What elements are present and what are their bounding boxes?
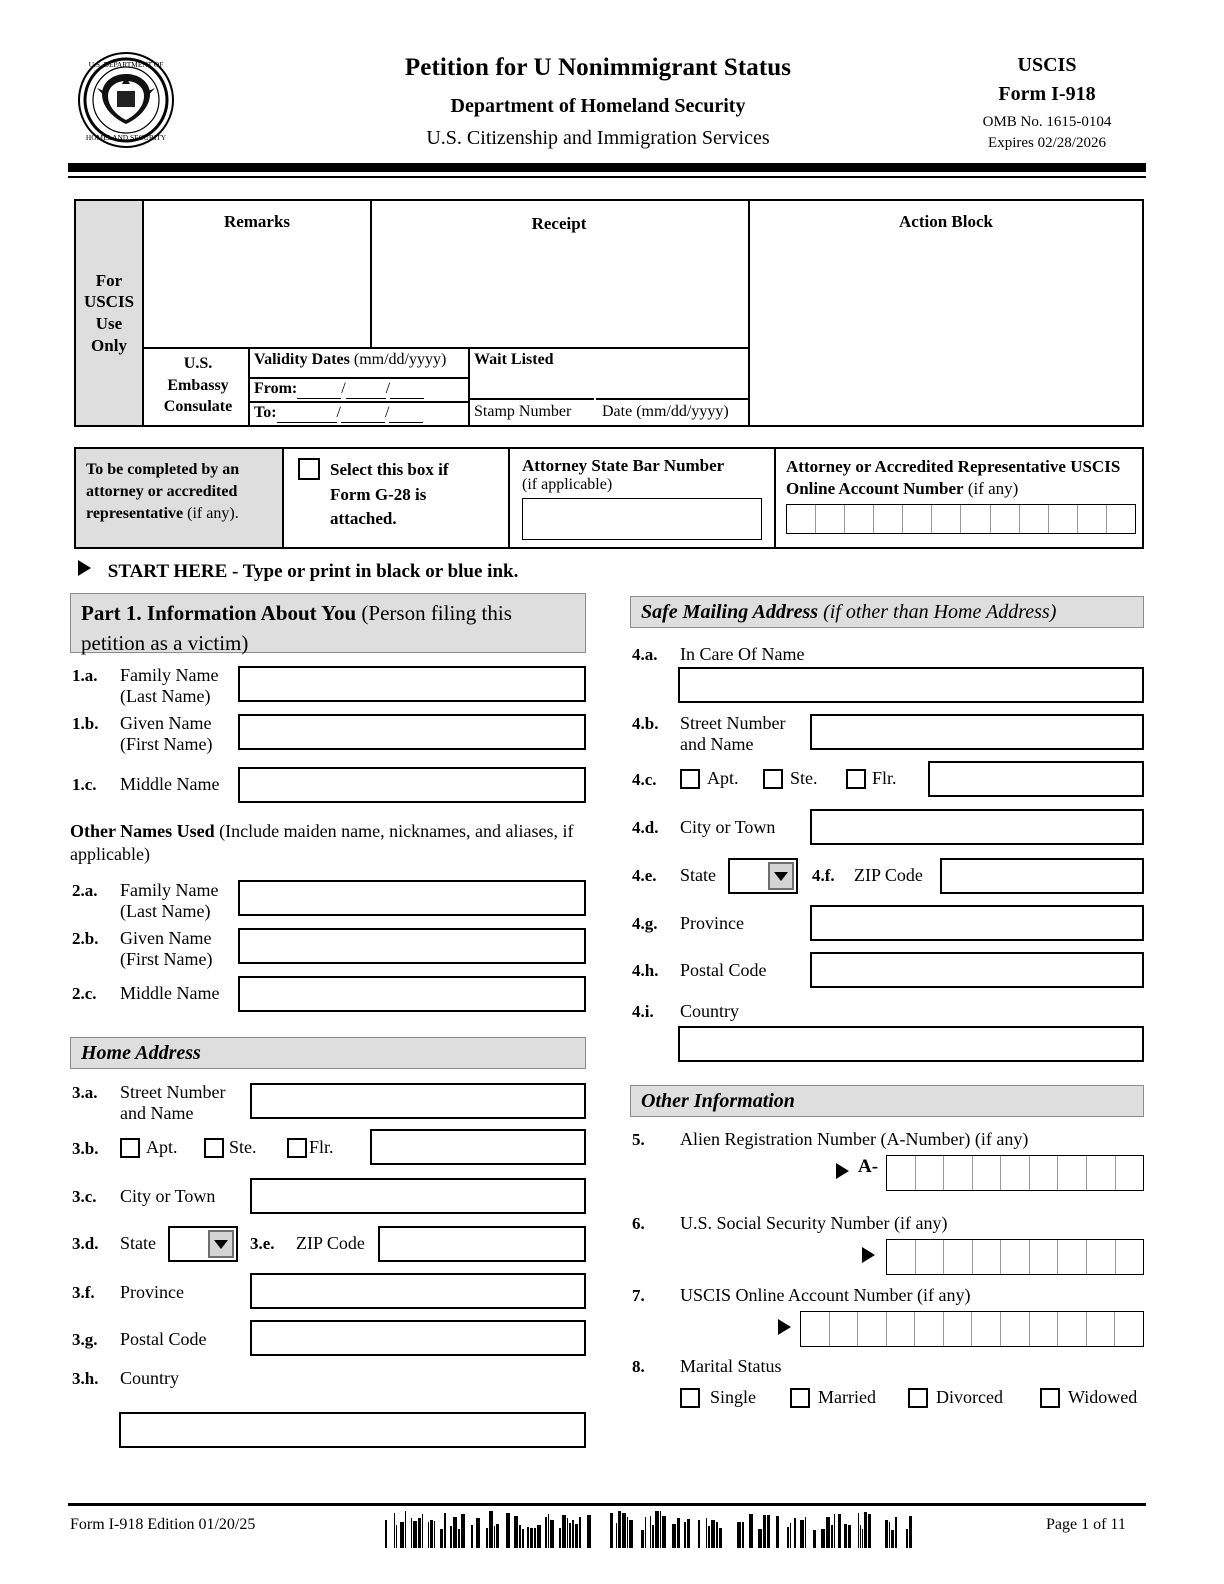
form-header xyxy=(68,44,1146,154)
field-num-2a: 2.a. xyxy=(72,881,98,900)
field-num-3h: 3.h. xyxy=(72,1369,99,1388)
input-home-unit-number[interactable] xyxy=(370,1129,586,1165)
label-home-apt: Apt. xyxy=(146,1137,178,1157)
input-home-province[interactable] xyxy=(250,1273,586,1309)
checkbox-mail-flr[interactable] xyxy=(846,769,866,789)
field-num-1a: 1.a. xyxy=(72,666,98,685)
input-mail-province[interactable] xyxy=(810,905,1144,941)
safe-mailing-title-bold: Safe Mailing Address xyxy=(641,601,819,623)
receipt-header: Receipt xyxy=(531,214,587,233)
g28-checkbox-cell xyxy=(284,449,510,547)
field-num-3a: 3.a. xyxy=(72,1083,98,1102)
validity-from-mm[interactable] xyxy=(297,380,341,399)
attorney-account-number-label xyxy=(786,456,1138,500)
divider-from-to xyxy=(248,401,468,403)
wait-listed-area[interactable] xyxy=(472,373,744,397)
validity-from-slash-1: / xyxy=(341,380,346,397)
field-label-4b-line2: and Name xyxy=(680,734,754,755)
safe-mailing-title xyxy=(631,597,1143,627)
page-title: Petition for U Nonimmigrant Status xyxy=(404,54,792,81)
field-label-2b-line2: (First Name) xyxy=(120,949,213,970)
for-uscis-use-only-label xyxy=(76,201,144,425)
validity-from-dd[interactable] xyxy=(346,380,386,399)
field-num-4b: 4.b. xyxy=(632,714,659,733)
field-label-3e: ZIP Code xyxy=(296,1233,365,1253)
field-label-3a-line1: Street Number xyxy=(120,1082,226,1102)
field-label-2a xyxy=(120,880,238,922)
remarks-area[interactable] xyxy=(146,237,368,345)
input-home-city[interactable] xyxy=(250,1178,586,1214)
label-marital-married: Married xyxy=(818,1387,876,1407)
attorney-bar-number-cell xyxy=(510,449,776,547)
field-label-1c: Middle Name xyxy=(120,774,220,794)
field-num-8: 8. xyxy=(632,1357,645,1376)
validity-to-dd[interactable] xyxy=(341,404,385,423)
field-num-4d: 4.d. xyxy=(632,818,659,837)
footer-page-number: Page 1 of 11 xyxy=(1046,1516,1126,1533)
divider-top-bottom xyxy=(144,347,748,349)
field-label-2b xyxy=(120,928,238,970)
field-label-1a-line2: (Last Name) xyxy=(120,686,211,707)
attorney-intro-text xyxy=(76,449,284,547)
field-num-1b: 1.b. xyxy=(72,714,99,733)
input-in-care-of-name[interactable] xyxy=(678,667,1144,703)
input-alien-registration-number[interactable] xyxy=(886,1155,1144,1191)
field-num-3c: 3.c. xyxy=(72,1187,97,1206)
attorney-account-number-input[interactable] xyxy=(786,504,1136,534)
field-label-2a-line1: Family Name xyxy=(120,880,219,900)
field-label-3g: Postal Code xyxy=(120,1329,207,1349)
field-num-3f: 3.f. xyxy=(72,1283,95,1302)
input-social-security-number[interactable] xyxy=(886,1239,1144,1275)
other-information-title: Other Information xyxy=(641,1090,795,1112)
agency-line-1: Department of Homeland Security xyxy=(450,95,746,117)
checkbox-mail-apt[interactable] xyxy=(680,769,700,789)
input-middle-name[interactable] xyxy=(238,767,586,803)
input-mail-city[interactable] xyxy=(810,809,1144,845)
field-label-4e: State xyxy=(680,865,716,885)
header-form-meta xyxy=(948,54,1146,152)
validity-dates-header xyxy=(254,351,466,369)
validity-from-row xyxy=(254,380,424,399)
divider-embassy-validity xyxy=(248,347,250,425)
validity-to-slash-1: / xyxy=(336,404,341,421)
validity-from-yyyy[interactable] xyxy=(390,380,424,399)
divider-stamp-date xyxy=(594,398,596,425)
attorney-bar-number-sublabel: (if applicable) xyxy=(522,476,613,493)
field-num-4f: 4.f. xyxy=(812,866,835,885)
input-mail-postal[interactable] xyxy=(810,952,1144,988)
action-block-header: Action Block xyxy=(899,212,993,231)
input-given-name[interactable] xyxy=(238,714,586,750)
input-other-middle-name[interactable] xyxy=(238,976,586,1012)
home-address-header xyxy=(70,1037,586,1069)
field-label-1b-line1: Given Name xyxy=(120,713,212,733)
input-home-street[interactable] xyxy=(250,1083,586,1119)
input-home-country[interactable] xyxy=(119,1412,586,1448)
header-rule-thin xyxy=(68,176,1146,178)
field-label-3f: Province xyxy=(120,1282,184,1302)
checkbox-marital-single[interactable] xyxy=(680,1388,700,1408)
svg-text:HOMELAND SECURITY: HOMELAND SECURITY xyxy=(85,133,167,142)
field-num-2b: 2.b. xyxy=(72,929,99,948)
other-names-used-paren: (Include maiden name, nicknames, and aliases, if applicable) xyxy=(70,821,574,865)
field-num-4i: 4.i. xyxy=(632,1002,654,1021)
field-label-6: U.S. Social Security Number (if any) xyxy=(680,1213,948,1233)
field-num-4a: 4.a. xyxy=(632,645,658,664)
field-num-2c: 2.c. xyxy=(72,984,97,1003)
stamp-number-label: Stamp Number xyxy=(474,403,572,420)
part-1-title-paren: (Person filing this petition as a victim) xyxy=(81,601,512,655)
field-num-4h: 4.h. xyxy=(632,961,659,980)
other-names-used-text xyxy=(70,820,590,867)
input-mail-street[interactable] xyxy=(810,714,1144,750)
input-mail-country[interactable] xyxy=(678,1026,1144,1062)
other-names-used-bold: Other Names Used xyxy=(70,821,215,841)
part-1-title-bold: Part 1. Information About You xyxy=(81,601,357,625)
field-num-3b: 3.b. xyxy=(72,1139,99,1158)
field-label-4f: ZIP Code xyxy=(854,865,923,885)
field-num-4e: 4.e. xyxy=(632,866,657,885)
checkbox-marital-divorced[interactable] xyxy=(908,1388,928,1408)
attorney-bar-number-input[interactable] xyxy=(522,498,762,540)
checkbox-marital-widowed[interactable] xyxy=(1040,1388,1060,1408)
field-label-4h: Postal Code xyxy=(680,960,767,980)
field-label-2a-line2: (Last Name) xyxy=(120,901,211,922)
attorney-block xyxy=(74,447,1144,549)
validity-dates-bold: Validity Dates xyxy=(254,351,350,368)
validity-to-row xyxy=(254,404,423,423)
embassy-line-3: Consulate xyxy=(163,398,233,416)
validity-to-mm[interactable] xyxy=(277,404,337,423)
field-num-4c: 4.c. xyxy=(632,770,657,789)
checkbox-home-ste[interactable] xyxy=(204,1138,224,1158)
uscis-use-line-2: USCIS xyxy=(83,292,135,312)
field-label-1b-line2: (First Name) xyxy=(120,734,213,755)
triangle-pointer-icon-anumber xyxy=(836,1163,849,1179)
attorney-account-number-bold: Attorney or Accredited Representative USCIS Online Account Number xyxy=(786,457,1121,499)
part-1-title xyxy=(71,594,585,663)
expiration-date: Expires 02/28/2026 xyxy=(988,135,1106,151)
svg-text:U.S. DEPARTMENT OF: U.S. DEPARTMENT OF xyxy=(88,60,164,69)
part-1-header xyxy=(70,593,586,653)
start-here-text: START HERE - Type or print in black or blue ink. xyxy=(107,561,519,582)
input-home-zip[interactable] xyxy=(378,1226,586,1262)
validity-to-slash-2: / xyxy=(384,404,390,421)
uscis-use-line-1: For xyxy=(95,270,123,290)
start-here-instruction xyxy=(78,560,518,583)
checkbox-home-flr[interactable] xyxy=(287,1138,307,1158)
field-num-1c: 1.c. xyxy=(72,775,97,794)
attorney-account-number-tail: (if any) xyxy=(963,479,1019,499)
anumber-prefix: A- xyxy=(858,1156,879,1177)
label-mail-apt: Apt. xyxy=(707,768,739,788)
uscis-use-line-4: Only xyxy=(91,335,127,355)
uscis-use-only-block xyxy=(74,199,1144,427)
field-label-4g: Province xyxy=(680,913,744,933)
header-rule-thick xyxy=(68,163,1146,172)
field-label-1b xyxy=(120,713,238,755)
input-mail-unit-number[interactable] xyxy=(928,761,1144,797)
field-label-2b-line1: Given Name xyxy=(120,928,212,948)
g28-checkbox-label: Select this box if Form G-28 is attached. xyxy=(330,460,449,529)
select-home-state[interactable] xyxy=(168,1226,238,1262)
checkbox-marital-married[interactable] xyxy=(790,1388,810,1408)
validity-from-label: From: xyxy=(254,380,298,397)
attorney-intro-tail: (if any). xyxy=(183,505,239,523)
attorney-account-number-cell xyxy=(776,449,1146,547)
stamp-date-label: Date (mm/dd/yyyy) xyxy=(602,403,729,420)
field-label-3d: State xyxy=(120,1233,156,1253)
input-family-name[interactable] xyxy=(238,666,586,702)
home-address-title: Home Address xyxy=(81,1042,201,1064)
field-label-5: Alien Registration Number (A-Number) (if any) xyxy=(680,1129,1029,1149)
chevron-down-icon[interactable] xyxy=(208,1230,234,1258)
footer-rule xyxy=(68,1503,1146,1506)
safe-mailing-title-paren: (if other than Home Address) xyxy=(818,601,1057,623)
field-label-8: Marital Status xyxy=(680,1356,782,1376)
field-num-5: 5. xyxy=(632,1130,645,1149)
validity-dates-format: (mm/dd/yyyy) xyxy=(353,351,447,368)
field-label-7: USCIS Online Account Number (if any) xyxy=(680,1285,971,1305)
checkbox-home-apt[interactable] xyxy=(120,1138,140,1158)
input-uscis-online-account-number[interactable] xyxy=(800,1311,1144,1347)
field-label-4b-line1: Street Number xyxy=(680,713,786,733)
dhs-seal-icon xyxy=(76,50,176,150)
header-titles xyxy=(278,54,918,150)
field-num-3g: 3.g. xyxy=(72,1330,98,1349)
field-num-3d: 3.d. xyxy=(72,1234,99,1253)
embassy-consulate-label xyxy=(150,353,246,418)
label-marital-divorced: Divorced xyxy=(936,1387,1003,1407)
form-number: Form I-918 xyxy=(998,83,1096,105)
field-label-2c: Middle Name xyxy=(120,983,220,1003)
uscis-label: USCIS xyxy=(1017,54,1077,76)
field-label-1a-line1: Family Name xyxy=(120,665,219,685)
input-home-postal[interactable] xyxy=(250,1320,586,1356)
input-other-given-name[interactable] xyxy=(238,928,586,964)
label-mail-ste: Ste. xyxy=(790,768,818,788)
input-mail-zip[interactable] xyxy=(940,858,1144,894)
remarks-header: Remarks xyxy=(223,212,291,231)
label-marital-widowed: Widowed xyxy=(1068,1387,1138,1407)
divider-validity-from xyxy=(248,377,468,379)
action-block-area[interactable] xyxy=(750,237,1142,423)
input-other-family-name[interactable] xyxy=(238,880,586,916)
field-label-4i: Country xyxy=(680,1001,740,1021)
field-num-3e: 3.e. xyxy=(250,1234,275,1253)
field-label-1a xyxy=(120,665,238,707)
field-label-4d: City or Town xyxy=(680,817,776,837)
label-home-ste: Ste. xyxy=(229,1137,257,1157)
attorney-bar-number-label: Attorney State Bar Number xyxy=(522,456,725,475)
embassy-line-2: Embassy xyxy=(167,376,229,394)
wait-listed-label: Wait Listed xyxy=(474,351,554,368)
divider-validity-waitlisted xyxy=(468,347,470,425)
agency-line-2: U.S. Citizenship and Immigration Services xyxy=(426,127,770,149)
attorney-intro-bold: To be completed by an attorney or accredited representative xyxy=(86,461,240,523)
field-label-3h: Country xyxy=(120,1368,180,1388)
field-num-4g: 4.g. xyxy=(632,914,658,933)
chevron-down-icon[interactable] xyxy=(768,862,794,890)
other-information-header xyxy=(630,1085,1144,1117)
field-label-3c: City or Town xyxy=(120,1186,216,1206)
footer-form-edition: Form I-918 Edition 01/20/25 xyxy=(70,1516,256,1533)
select-mail-state[interactable] xyxy=(728,858,798,894)
label-home-flr: Flr. xyxy=(309,1137,334,1157)
label-marital-single: Single xyxy=(710,1387,757,1407)
triangle-pointer-icon-uscis-account xyxy=(778,1319,791,1335)
validity-from-slash-2: / xyxy=(385,380,391,397)
label-mail-flr: Flr. xyxy=(872,768,897,788)
safe-mailing-header xyxy=(630,596,1144,628)
omb-number: OMB No. 1615-0104 xyxy=(982,114,1112,130)
field-label-4b xyxy=(680,713,810,755)
field-num-7: 7. xyxy=(632,1286,645,1305)
uscis-use-line-3: Use xyxy=(95,314,123,333)
field-num-6: 6. xyxy=(632,1214,645,1233)
validity-to-yyyy[interactable] xyxy=(389,404,423,423)
divider-waitlisted-stamp xyxy=(468,398,748,400)
triangle-pointer-icon xyxy=(78,560,91,576)
form-barcode-icon xyxy=(385,1510,915,1550)
field-label-3a-line2: and Name xyxy=(120,1103,194,1124)
receipt-area[interactable] xyxy=(372,237,746,345)
validity-to-label: To: xyxy=(254,404,277,421)
field-label-3a xyxy=(120,1082,250,1124)
triangle-pointer-icon-ssn xyxy=(862,1247,875,1263)
embassy-line-1: U.S. xyxy=(183,355,213,372)
g28-checkbox[interactable] xyxy=(298,458,320,480)
field-label-4a: In Care Of Name xyxy=(680,644,805,664)
checkbox-mail-ste[interactable] xyxy=(763,769,783,789)
